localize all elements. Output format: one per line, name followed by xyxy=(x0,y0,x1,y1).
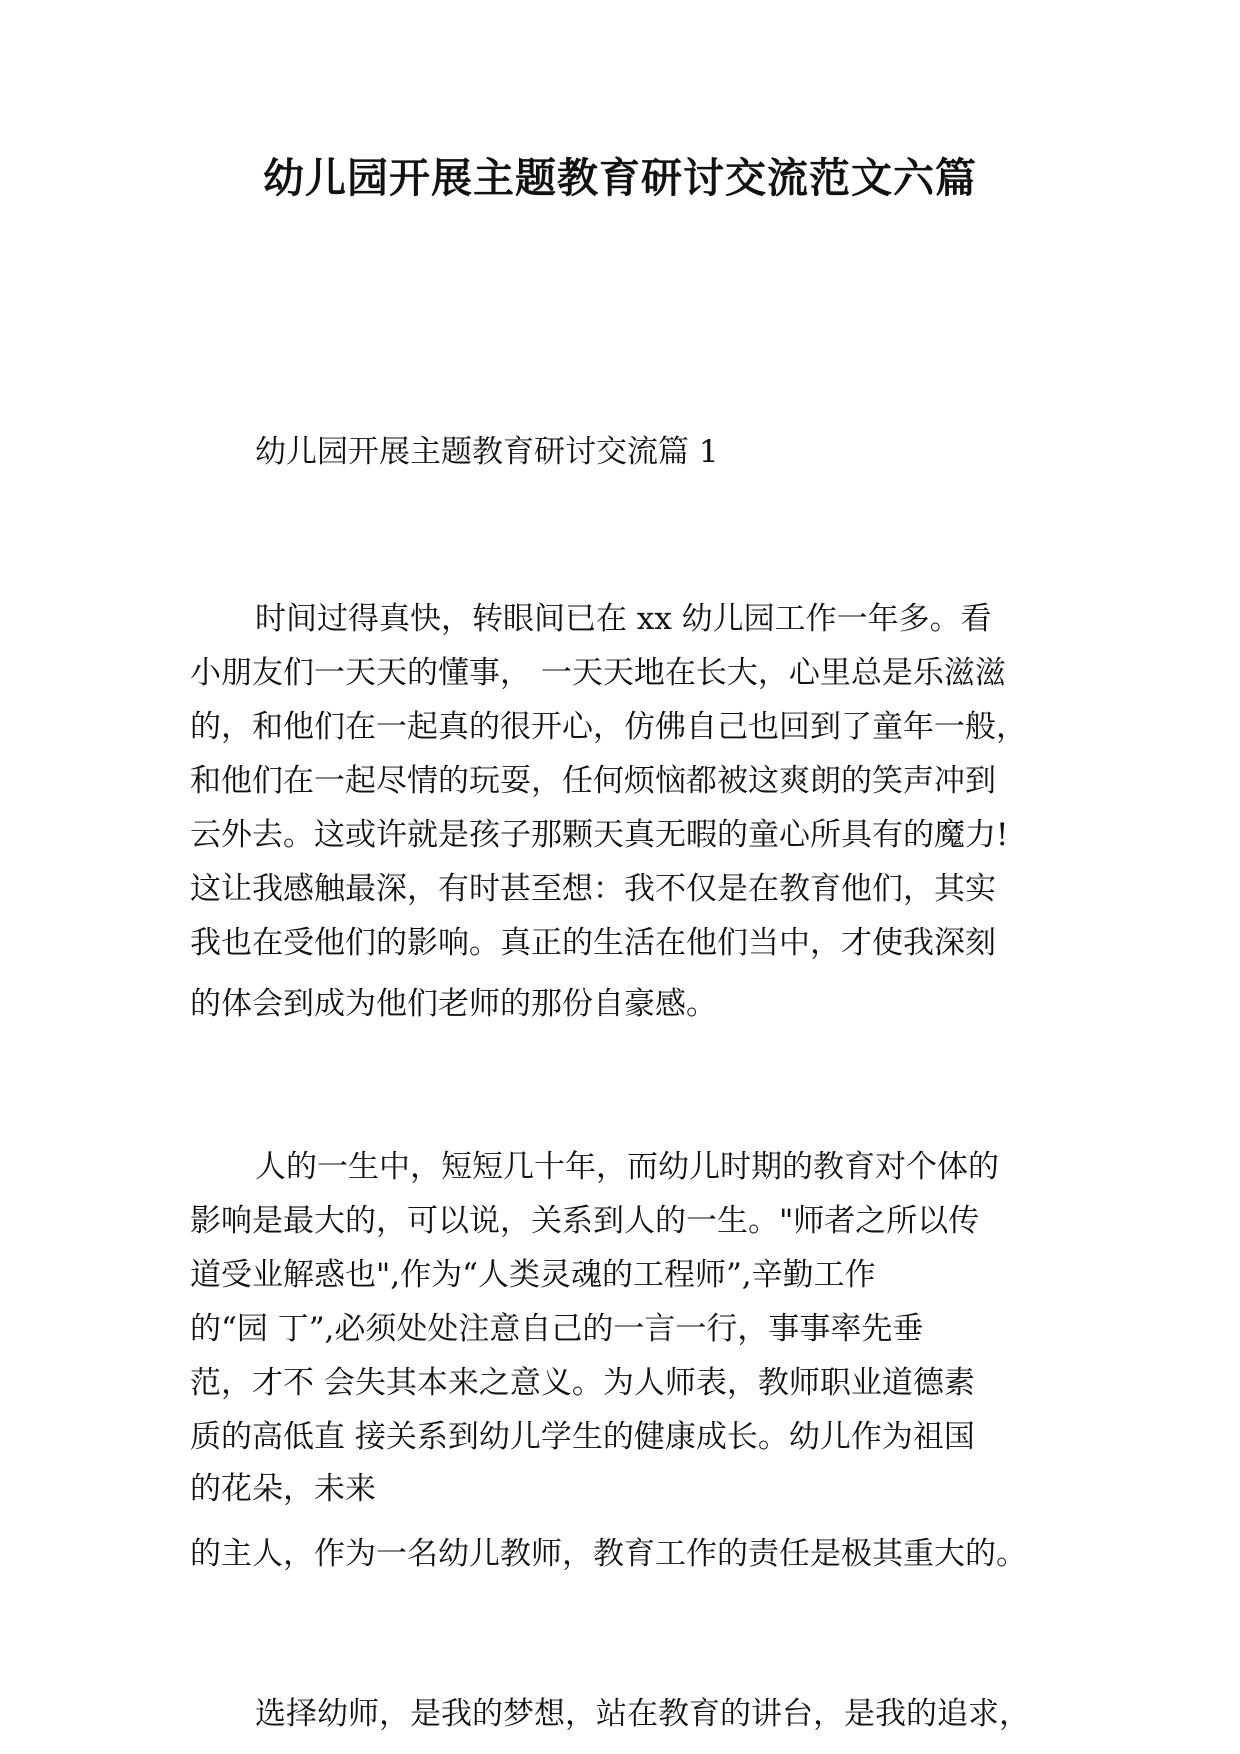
paragraph-2-line: 的主人，作为一名幼儿教师，教育工作的责任是极其重大的。 xyxy=(190,1536,1027,1572)
paragraph-1-line: 和他们在一起尽情的玩耍，任何烦恼都被这爽朗的笑声冲到 xyxy=(190,763,996,799)
paragraph-1-line: 时间过得真快，转眼间已在 xx 幼儿园工作一年多。看 xyxy=(255,601,992,637)
paragraph-1-line: 的，和他们在一起真的很开心，仿佛自己也回到了童年一般， xyxy=(190,709,1027,745)
document-title: 幼儿园开展主题教育研讨交流范文六篇 xyxy=(263,154,977,202)
paragraph-1-line: 我也在受他们的影响。真正的生活在他们当中，才使我深刻 xyxy=(190,925,996,961)
paragraph-2-line: 的“园 丁”,必须处处注意自己的一言一行，事事率先垂 xyxy=(190,1311,924,1347)
paragraph-2-line: 影响是最大的，可以说，关系到人的一生。"师者之所以传 xyxy=(190,1203,980,1239)
paragraph-2-line: 道受业解惑也",作为“人类灵魂的工程师”,辛勤工作 xyxy=(190,1257,876,1293)
section-heading: 幼儿园开展主题教育研讨交流篇 1 xyxy=(255,434,719,470)
paragraph-2-line: 的花朵，未来 xyxy=(190,1471,376,1507)
paragraph-1-line: 小朋友们一天天的懂事， 一天天地在长大，心里总是乐滋滋 xyxy=(190,655,1006,691)
paragraph-1-line: 云外去。这或许就是孩子那颗天真无暇的童心所具有的魔力! xyxy=(190,817,1009,853)
paragraph-3-line: 选择幼师，是我的梦想，站在教育的讲台，是我的追求， xyxy=(255,1696,1030,1732)
paragraph-1-line: 的体会到成为他们老师的那份自豪感。 xyxy=(190,986,717,1022)
paragraph-2-line: 质的高低直 接关系到幼儿学生的健康成长。幼儿作为祖国 xyxy=(190,1419,975,1455)
paragraph-2-line: 人的一生中，短短几十年，而幼儿时期的教育对个体的 xyxy=(255,1149,999,1185)
paragraph-1-line: 这让我感触最深，有时甚至想：我不仅是在教育他们，其实 xyxy=(190,871,996,907)
paragraph-2-line: 范，才不 会失其本来之意义。为人师表，教师职业道德素 xyxy=(190,1365,975,1401)
